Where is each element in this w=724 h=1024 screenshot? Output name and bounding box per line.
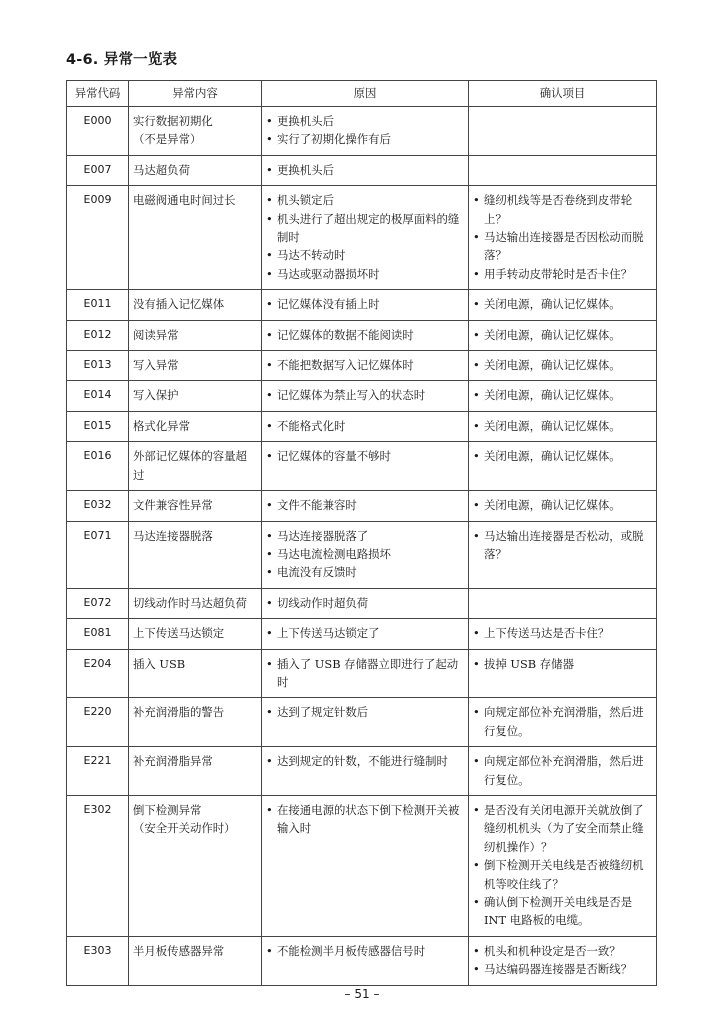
error-content-line: 切线动作时马达超负荷 — [133, 595, 247, 610]
check-list — [473, 703, 652, 740]
check-item: • 是否没有关闭电源开关就放倒了缝纫机机头（为了安全而禁止缝纫机操作）？ — [473, 801, 652, 856]
error-content-line: 写入保护 — [133, 388, 179, 403]
error-content-line: 阅读异常 — [133, 327, 179, 342]
error-content-line: 实行数据初期化 — [133, 114, 213, 128]
cause-item: • 马达或驱动器损坏时 — [266, 265, 464, 283]
error-content-line: 马达连接器脱落 — [133, 528, 213, 543]
error-code: E302 — [67, 795, 129, 936]
cause-item: • 记忆媒体为禁止写入的状态时 — [266, 386, 464, 404]
error-code: E016 — [67, 442, 129, 491]
cause-item: • 机头进行了超出规定的极厚面料的缝制时 — [266, 210, 464, 247]
error-content — [129, 588, 262, 618]
check-item: • 关闭电源，确认记忆媒体。 — [473, 447, 652, 465]
error-content — [129, 411, 262, 441]
cause-item: • 不能把数据写入记忆媒体时 — [266, 356, 464, 374]
check-list — [473, 527, 652, 564]
check-item: • 倒下检测开关电线是否被缝纫机机等咬住线了？ — [473, 856, 652, 893]
cause-item: • 实行了初期化操作有后 — [266, 130, 464, 148]
check-list — [473, 386, 652, 404]
table-row — [67, 521, 657, 588]
error-content-line: 写入异常 — [133, 358, 179, 373]
error-code: E000 — [67, 107, 129, 156]
cause-list — [266, 447, 464, 465]
check-list — [473, 356, 652, 374]
cause-list — [266, 161, 464, 179]
cause-list — [266, 326, 464, 344]
error-content — [129, 290, 262, 320]
page-number: – 51 – — [344, 987, 380, 1001]
error-content-line: 文件兼容性异常 — [133, 498, 213, 513]
cause-item: • 记忆媒体的容量不够时 — [266, 447, 464, 465]
error-content-line: 补充润滑脂的警告 — [133, 705, 225, 720]
error-content-line: （不是异常） — [133, 132, 202, 147]
cause-list — [266, 356, 464, 374]
error-content — [129, 936, 262, 985]
table-header-row — [67, 81, 657, 107]
error-code: E072 — [67, 588, 129, 618]
cause-cell — [262, 107, 469, 156]
check-list — [473, 295, 652, 313]
table-row — [67, 290, 657, 320]
table-row — [67, 936, 657, 985]
cause-list — [266, 624, 464, 642]
cause-list — [266, 417, 464, 435]
cause-item: • 不能格式化时 — [266, 417, 464, 435]
cause-list — [266, 801, 464, 838]
cause-list — [266, 496, 464, 514]
check-item: • 用手转动皮带轮时是否卡住？ — [473, 265, 652, 283]
table-row — [67, 381, 657, 411]
error-content-line: 半月板传感器异常 — [133, 943, 225, 958]
error-code: E081 — [67, 619, 129, 649]
check-cell — [469, 186, 657, 290]
cause-list — [266, 527, 464, 582]
check-item: • 关闭电源，确认记忆媒体。 — [473, 417, 652, 435]
cause-item: • 马达连接器脱落了 — [266, 527, 464, 545]
table-row — [67, 186, 657, 290]
table-row — [67, 491, 657, 521]
cause-item: • 文件不能兼容时 — [266, 496, 464, 514]
check-item: • 关闭电源，确认记忆媒体。 — [473, 386, 652, 404]
check-list — [473, 496, 652, 514]
cause-item: • 马达不转动时 — [266, 246, 464, 264]
error-content — [129, 491, 262, 521]
cause-cell — [262, 936, 469, 985]
error-content — [129, 521, 262, 588]
error-code: E012 — [67, 320, 129, 350]
cause-list — [266, 942, 464, 960]
error-content — [129, 619, 262, 649]
error-code: E009 — [67, 186, 129, 290]
check-item: • 关闭电源，确认记忆媒体。 — [473, 326, 652, 344]
cause-item: • 达到了规定针数后 — [266, 703, 464, 721]
check-list — [473, 942, 652, 979]
error-code: E220 — [67, 698, 129, 747]
check-item: • 关闭电源，确认记忆媒体。 — [473, 295, 652, 313]
cause-cell — [262, 588, 469, 618]
error-code: E014 — [67, 381, 129, 411]
table-row — [67, 155, 657, 185]
check-list — [473, 417, 652, 435]
cause-cell — [262, 619, 469, 649]
check-item: • 向规定部位补充润滑脂，然后进行复位。 — [473, 703, 652, 740]
cause-list — [266, 191, 464, 283]
check-cell — [469, 320, 657, 350]
cause-cell — [262, 186, 469, 290]
cause-cell — [262, 320, 469, 350]
check-list — [473, 191, 652, 283]
check-cell — [469, 107, 657, 156]
check-item: • 机头和机种设定是否一致？ — [473, 942, 652, 960]
cause-list — [266, 703, 464, 721]
cause-cell — [262, 649, 469, 698]
error-content — [129, 747, 262, 796]
error-content-line: 外部记忆媒体的容量超过 — [133, 449, 247, 482]
error-code: E015 — [67, 411, 129, 441]
cause-item: • 机头锁定后 — [266, 191, 464, 209]
table-body — [67, 107, 657, 986]
error-code: E032 — [67, 491, 129, 521]
cause-item: • 更换机头后 — [266, 161, 464, 179]
check-cell — [469, 619, 657, 649]
cause-item: • 记忆媒体没有插上时 — [266, 295, 464, 313]
cause-cell — [262, 521, 469, 588]
check-cell — [469, 491, 657, 521]
error-content — [129, 698, 262, 747]
check-cell — [469, 588, 657, 618]
error-content — [129, 649, 262, 698]
check-cell — [469, 698, 657, 747]
table-row — [67, 442, 657, 491]
cause-cell — [262, 290, 469, 320]
error-content — [129, 107, 262, 156]
error-code: E013 — [67, 351, 129, 381]
check-item: • 确认倒下检测开关电线是否是 INT 电路板的电缆。 — [473, 893, 652, 930]
check-item: • 马达输出连接器是否因松动而脱落？ — [473, 228, 652, 265]
error-content — [129, 442, 262, 491]
cause-item: • 更换机头后 — [266, 112, 464, 130]
error-content-line: 马达超负荷 — [133, 162, 190, 177]
check-list — [473, 326, 652, 344]
check-list — [473, 447, 652, 465]
check-item: • 拔掉 USB 存储器 — [473, 655, 652, 673]
cause-item: • 电流没有反馈时 — [266, 563, 464, 581]
check-list — [473, 801, 652, 930]
check-item: • 马达编码器连接器是否断线？ — [473, 960, 652, 978]
error-content-line: 格式化异常 — [133, 418, 190, 433]
error-content — [129, 795, 262, 936]
table-row — [67, 747, 657, 796]
cause-item: • 达到规定的针数，不能进行缝制时 — [266, 752, 464, 770]
error-code: E011 — [67, 290, 129, 320]
cause-cell — [262, 351, 469, 381]
check-cell — [469, 381, 657, 411]
error-code: E007 — [67, 155, 129, 185]
cause-cell — [262, 442, 469, 491]
cause-cell — [262, 795, 469, 936]
cause-item: • 插入了 USB 存储器立即进行了起动时 — [266, 655, 464, 692]
check-list — [473, 624, 652, 642]
table-row — [67, 698, 657, 747]
cause-item: • 记忆媒体的数据不能阅读时 — [266, 326, 464, 344]
check-list — [473, 655, 652, 673]
check-cell — [469, 351, 657, 381]
check-list — [473, 752, 652, 789]
cause-list — [266, 594, 464, 612]
error-table — [66, 80, 657, 986]
error-content-line: 补充润滑脂异常 — [133, 754, 213, 769]
cause-item: • 上下传送马达锁定了 — [266, 624, 464, 642]
cause-cell — [262, 411, 469, 441]
cause-cell — [262, 747, 469, 796]
table-row — [67, 351, 657, 381]
check-item: • 上下传送马达是否卡住？ — [473, 624, 652, 642]
error-content — [129, 351, 262, 381]
error-content — [129, 155, 262, 185]
cause-item: • 在接通电源的状态下倒下检测开关被输入时 — [266, 801, 464, 838]
cause-list — [266, 112, 464, 149]
check-cell — [469, 521, 657, 588]
error-content — [129, 320, 262, 350]
check-cell — [469, 649, 657, 698]
error-content-line: （安全开关动作时） — [133, 821, 236, 836]
table-row — [67, 107, 657, 156]
header-check: 确认项目 — [469, 81, 657, 107]
error-content-line: 倒下检测异常 — [133, 802, 202, 817]
check-item: • 向规定部位补充润滑脂，然后进行复位。 — [473, 752, 652, 789]
check-cell — [469, 290, 657, 320]
check-cell — [469, 936, 657, 985]
table-row — [67, 795, 657, 936]
cause-list — [266, 295, 464, 313]
table-row — [67, 649, 657, 698]
check-item: • 关闭电源，确认记忆媒体。 — [473, 356, 652, 374]
error-content-line: 没有插入记忆媒体 — [133, 297, 225, 312]
check-cell — [469, 747, 657, 796]
cause-cell — [262, 381, 469, 411]
cause-item: • 不能检测半月板传感器信号时 — [266, 942, 464, 960]
error-content-line: 上下传送马达锁定 — [133, 626, 225, 641]
cause-cell — [262, 698, 469, 747]
header-content: 异常内容 — [129, 81, 262, 107]
check-item: • 缝纫机线等是否卷绕到皮带轮上？ — [473, 191, 652, 228]
error-code: E071 — [67, 521, 129, 588]
table-row — [67, 320, 657, 350]
cause-item: • 马达电流检测电路损坏 — [266, 545, 464, 563]
cause-item: • 切线动作时超负荷 — [266, 594, 464, 612]
check-item: • 马达输出连接器是否松动，或脱落？ — [473, 527, 652, 564]
error-content — [129, 186, 262, 290]
cause-cell — [262, 155, 469, 185]
error-content-line: 插入 USB — [133, 656, 186, 671]
header-cause: 原因 — [262, 81, 469, 107]
error-code: E303 — [67, 936, 129, 985]
cause-list — [266, 752, 464, 770]
table-row — [67, 411, 657, 441]
error-code: E221 — [67, 747, 129, 796]
table-row — [67, 619, 657, 649]
check-cell — [469, 411, 657, 441]
cause-list — [266, 655, 464, 692]
header-code: 异常代码 — [67, 81, 129, 107]
check-cell — [469, 442, 657, 491]
check-item: • 关闭电源，确认记忆媒体。 — [473, 496, 652, 514]
error-content-line: 电磁阀通电时间过长 — [133, 193, 236, 208]
page-title: 4-6. 异常一览表 — [66, 52, 178, 68]
cause-list — [266, 386, 464, 404]
cause-cell — [262, 491, 469, 521]
error-content — [129, 381, 262, 411]
error-code: E204 — [67, 649, 129, 698]
check-cell — [469, 795, 657, 936]
check-cell — [469, 155, 657, 185]
table-row — [67, 588, 657, 618]
